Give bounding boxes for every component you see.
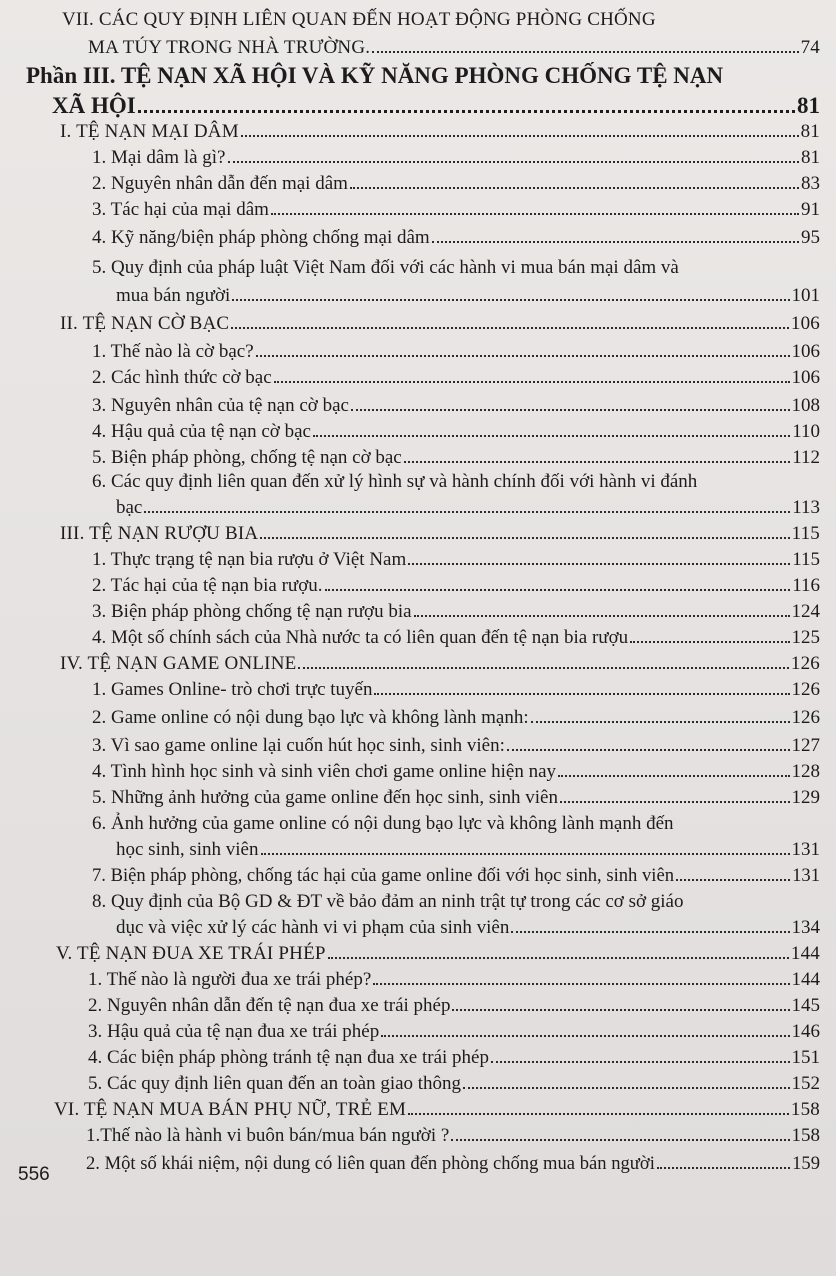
toc-text: 3. Hậu quả của tệ nạn đua xe trái phép <box>88 1021 380 1042</box>
toc-entry <box>92 734 820 758</box>
toc-text: VI. TỆ NẠN MUA BÁN PHỤ NỮ, TRẺ EM <box>54 1099 407 1120</box>
page-number: 126 <box>791 679 820 700</box>
toc-entry-line1 <box>92 256 679 280</box>
page-number: 152 <box>791 1073 820 1094</box>
dot-leader <box>313 435 790 437</box>
toc-text: 2. Game online có nội dung bạo lực và không lành mạnh: <box>92 707 529 728</box>
toc-text: 1. Thế nào là cờ bạc? <box>92 341 254 362</box>
part-heading-line1 <box>26 62 723 90</box>
toc-section-ii <box>60 312 820 336</box>
dot-leader <box>560 801 790 803</box>
page-number: 115 <box>792 549 820 570</box>
toc-text: 6. Ảnh hưởng của game online có nội dung bạo lực và không lành mạnh đến <box>92 813 674 834</box>
dot-leader <box>298 667 788 669</box>
toc-entry <box>92 226 820 250</box>
toc-entry-line1 <box>92 890 683 914</box>
toc-entry <box>116 496 820 520</box>
toc-entry <box>92 864 820 888</box>
toc-text: V. TỆ NẠN ĐUA XE TRÁI PHÉP <box>56 943 326 964</box>
toc-entry <box>92 600 820 624</box>
toc-text: 2. Các hình thức cờ bạc <box>92 367 272 388</box>
dot-leader <box>274 381 790 383</box>
dot-leader <box>657 1167 790 1169</box>
page-number: 101 <box>791 285 820 306</box>
toc-text: 2. Nguyên nhân dẫn đến tệ nạn đua xe trái phép <box>88 995 451 1016</box>
toc-entry <box>86 1152 820 1176</box>
dot-leader <box>408 563 790 565</box>
dot-leader <box>463 1087 789 1089</box>
page-number: 81 <box>800 121 820 142</box>
toc-entry <box>88 994 820 1018</box>
page-number: 126 <box>790 653 820 674</box>
page-number: 131 <box>792 865 820 886</box>
toc-text: XÃ HỘI <box>52 93 136 118</box>
page-number: 110 <box>792 421 820 442</box>
toc-section-i <box>60 120 820 144</box>
page-number: 159 <box>792 1153 820 1174</box>
toc-text: MA TÚY TRONG NHÀ TRƯỜNG. <box>88 37 371 58</box>
dot-leader <box>351 409 790 411</box>
toc-text: 7. Biện pháp phòng, chống tác hại của game online đối với học sinh, sinh viên <box>92 865 674 886</box>
toc-text: VII. CÁC QUY ĐỊNH LIÊN QUAN ĐẾN HOẠT ĐỘNG PHÒNG CHỐNG <box>62 9 656 30</box>
toc-text: III. TỆ NẠN RƯỢU BIA <box>60 523 259 544</box>
page-number: 158 <box>790 1099 820 1120</box>
dot-leader <box>381 1035 789 1037</box>
dot-leader <box>630 641 789 643</box>
dot-leader <box>404 461 790 463</box>
dot-leader <box>432 241 799 243</box>
toc-text: 2. Nguyên nhân dẫn đến mại dâm <box>92 173 348 194</box>
dot-leader <box>414 615 790 617</box>
toc-entry <box>88 1020 820 1044</box>
page-number: 145 <box>791 995 820 1016</box>
page-number: 127 <box>791 735 820 756</box>
dot-leader <box>256 355 790 357</box>
page-number: 113 <box>792 497 820 518</box>
dot-leader <box>452 1009 789 1011</box>
toc-section-iv <box>60 652 820 676</box>
page-number: 81 <box>797 93 820 118</box>
part-heading <box>52 92 820 120</box>
toc-entry <box>92 706 820 730</box>
toc-text: 4. Hậu quả của tệ nạn cờ bạc <box>92 421 311 442</box>
toc-entry-vii-line1 <box>62 8 656 32</box>
toc-entry <box>92 446 820 470</box>
page-number: 95 <box>801 227 820 248</box>
toc-entry <box>92 760 820 784</box>
toc-entry <box>92 420 820 444</box>
toc-entry <box>92 198 820 222</box>
toc-text: 1. Mại dâm là gì? <box>92 147 226 168</box>
toc-entry <box>92 146 820 170</box>
page-number: 128 <box>791 761 820 782</box>
toc-entry <box>116 838 820 862</box>
dot-leader <box>374 693 789 695</box>
toc-text: II. TỆ NẠN CỜ BẠC <box>60 313 230 334</box>
dot-leader <box>511 931 789 933</box>
page-number: 116 <box>792 575 820 596</box>
toc-text: 4. Tình hình học sinh và sinh viên chơi game online hiện nay <box>92 761 557 782</box>
toc-text: 5. Những ảnh hưởng của game online đến học sinh, sinh viên <box>92 787 558 808</box>
toc-entry <box>92 786 820 810</box>
page-number: 106 <box>790 313 820 334</box>
toc-text: 6. Các quy định liên quan đến xử lý hình sự và hành chính đối với hành vi đánh <box>92 471 698 492</box>
toc-text: mua bán người <box>116 285 231 306</box>
dot-leader <box>228 161 800 163</box>
toc-text: 1.Thế nào là hành vi buôn bán/mua bán người ? <box>86 1125 450 1146</box>
toc-text: 1. Games Online- trò chơi trực tuyến <box>92 679 373 700</box>
page-number: 74 <box>800 37 820 58</box>
toc-text: Phần III. TỆ NẠN XÃ HỘI VÀ KỸ NĂNG PHÒNG CHỐNG TỆ NẠN <box>26 63 724 88</box>
page-number: 115 <box>791 523 820 544</box>
dot-leader <box>350 187 799 189</box>
dot-leader <box>408 1113 789 1115</box>
page-number: 126 <box>791 707 820 728</box>
dot-leader <box>373 983 789 985</box>
page-number: 106 <box>791 367 820 388</box>
dot-leader <box>241 135 799 137</box>
dot-leader <box>558 775 789 777</box>
toc-entry-vii <box>88 36 820 60</box>
page-number: 124 <box>791 601 820 622</box>
toc-text: 4. Một số chính sách của Nhà nước ta có liên quan đến tệ nạn bia rượu <box>92 627 629 648</box>
dot-leader <box>260 537 789 539</box>
page-number: 151 <box>791 1047 820 1068</box>
toc-text: 4. Các biện pháp phòng tránh tệ nạn đua xe trái phép <box>88 1047 489 1068</box>
toc-entry <box>92 366 820 390</box>
page-number: 131 <box>791 839 820 860</box>
toc-entry-line1 <box>92 470 697 494</box>
page-number: 112 <box>792 447 820 468</box>
toc-text: 5. Biện pháp phòng, chống tệ nạn cờ bạc <box>92 447 402 468</box>
toc-text: bạc <box>116 497 143 518</box>
toc-section-vi <box>54 1098 820 1122</box>
dot-leader <box>328 957 789 959</box>
toc-text: học sinh, sinh viên <box>116 839 259 860</box>
toc-text: 3. Vì sao game online lại cuốn hút học sinh, sinh viên: <box>92 735 505 756</box>
toc-entry <box>88 968 820 992</box>
dot-leader <box>231 327 789 329</box>
toc-entry <box>92 340 820 364</box>
page-number: 144 <box>790 943 820 964</box>
toc-section-v <box>56 942 820 966</box>
toc-text: 2. Một số khái niệm, nội dung có liên quan đến phòng chống mua bán người <box>86 1153 655 1174</box>
page-number: 125 <box>791 627 820 648</box>
dot-leader <box>144 511 790 513</box>
toc-text: 2. Tác hại của tệ nạn bia rượu. <box>92 575 323 596</box>
dot-leader <box>491 1061 790 1063</box>
page-number: 144 <box>791 969 820 990</box>
page-number: 83 <box>801 173 820 194</box>
toc-text: 1. Thực trạng tệ nạn bia rượu ở Việt Nam <box>92 549 407 570</box>
dot-leader <box>271 213 799 215</box>
page-number: 108 <box>791 395 820 416</box>
toc-entry <box>92 626 820 650</box>
toc-text: IV. TỆ NẠN GAME ONLINE <box>60 653 297 674</box>
toc-entry <box>92 548 820 572</box>
toc-entry <box>116 916 820 940</box>
toc-entry <box>88 1072 820 1096</box>
toc-entry <box>88 1046 820 1070</box>
toc-entry <box>92 172 820 196</box>
page-number: 129 <box>791 787 820 808</box>
dot-leader <box>372 51 798 53</box>
dot-leader <box>507 749 790 751</box>
toc-text: 3. Biện pháp phòng chống tệ nạn rượu bia <box>92 601 412 622</box>
toc-text: 3. Tác hại của mại dâm <box>92 199 269 220</box>
toc-text: I. TỆ NẠN MẠI DÂM <box>60 121 239 142</box>
toc-section-iii <box>60 522 820 546</box>
toc-text: 8. Quy định của Bộ GD & ĐT về bảo đảm an ninh trật tự trong các cơ sở giáo <box>92 891 684 912</box>
toc-entry <box>92 574 820 598</box>
page-number: 106 <box>791 341 820 362</box>
dot-leader <box>325 589 791 591</box>
dot-leader <box>451 1139 789 1141</box>
toc-entry <box>92 678 820 702</box>
toc-text: 4. Kỹ năng/biện pháp phòng chống mại dâm <box>92 227 430 248</box>
toc-entry-line1 <box>92 812 674 836</box>
dot-leader <box>232 299 789 301</box>
page-number: 91 <box>801 199 820 220</box>
toc-entry <box>116 284 820 308</box>
page-number: 134 <box>791 917 820 938</box>
dot-leader <box>676 879 790 881</box>
toc-text: dục và việc xử lý các hành vi vi phạm của sinh viên <box>116 917 510 938</box>
toc-text: 1. Thế nào là người đua xe trái phép? <box>88 969 372 990</box>
toc-text: 5. Quy định của pháp luật Việt Nam đối với các hành vi mua bán mại dâm và <box>92 257 679 278</box>
toc-entry <box>92 394 820 418</box>
page-number: 158 <box>791 1125 820 1146</box>
dot-leader <box>138 110 795 113</box>
dot-leader <box>531 721 790 723</box>
toc-text: 3. Nguyên nhân của tệ nạn cờ bạc <box>92 395 349 416</box>
folio-page-number: 556 <box>18 1164 50 1185</box>
toc-entry <box>86 1124 820 1148</box>
dot-leader <box>261 853 790 855</box>
page-number: 81 <box>801 147 820 168</box>
toc-text: 5. Các quy định liên quan đến an toàn giao thông <box>88 1073 462 1094</box>
page-number: 146 <box>791 1021 820 1042</box>
